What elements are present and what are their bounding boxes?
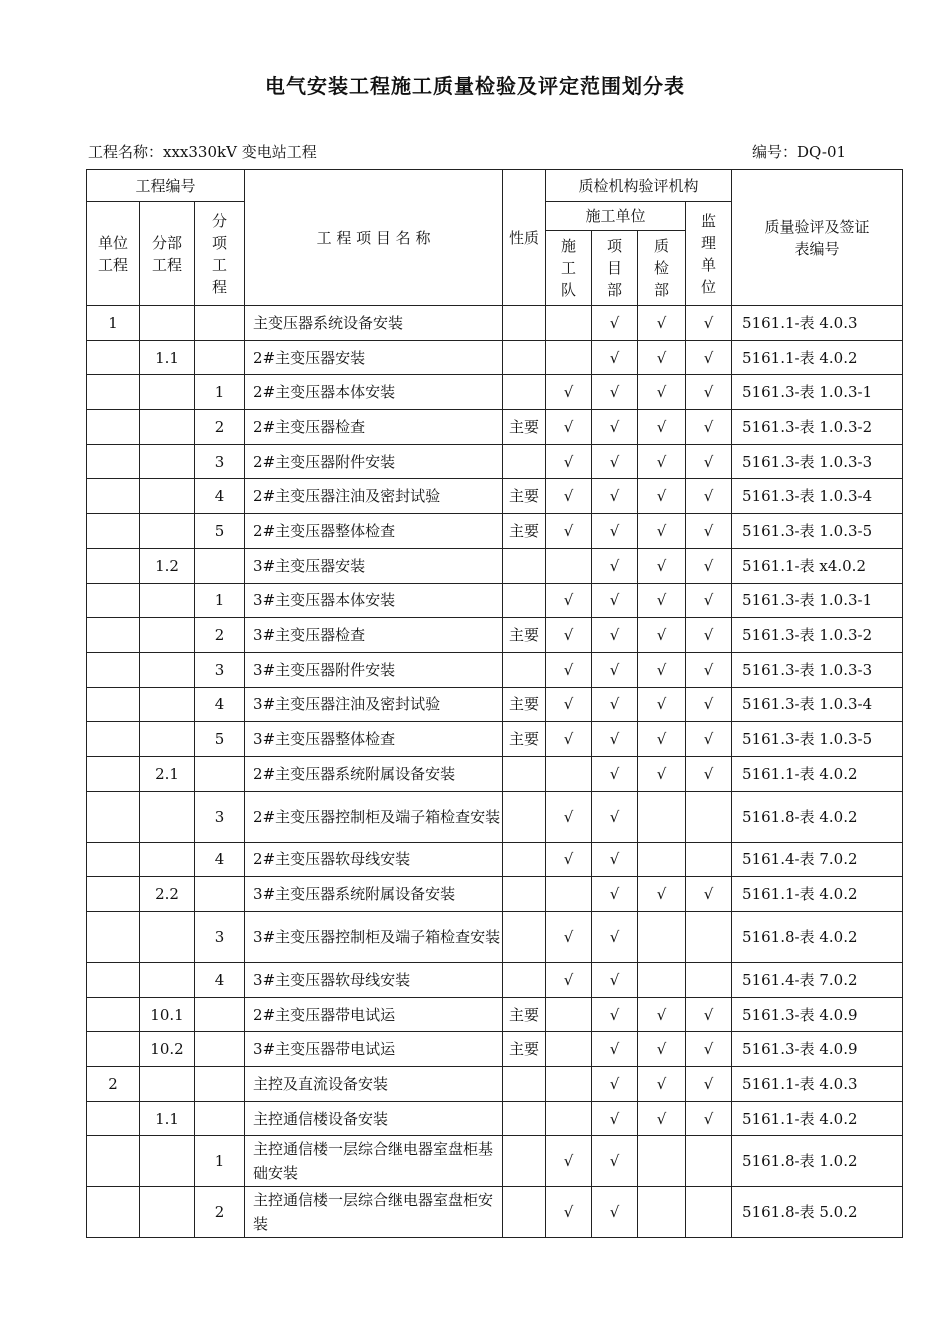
qc-dept-check-cell: √ — [638, 583, 686, 618]
qc-dept-check-cell: √ — [638, 722, 686, 757]
unit-project-cell — [87, 1136, 140, 1187]
division-project-cell — [140, 687, 195, 722]
sub-project-cell: 1 — [195, 375, 245, 410]
team-check-cell: √ — [546, 791, 592, 842]
table-row — [87, 877, 903, 912]
qc-dept-check-cell: √ — [638, 340, 686, 375]
unit-project-cell — [87, 618, 140, 653]
unit-project-cell — [87, 877, 140, 912]
supervision-check-cell — [686, 912, 732, 963]
supervision-check-cell: √ — [686, 583, 732, 618]
nature-cell — [503, 912, 546, 963]
header-qc-dept: 质 检 部 — [638, 231, 686, 306]
sub-project-cell: 3 — [195, 652, 245, 687]
supervision-check-cell: √ — [686, 1067, 732, 1102]
form-no-cell: 5161.1-表 4.0.3 — [732, 306, 903, 341]
qc-dept-check-cell: √ — [638, 444, 686, 479]
supervision-check-cell — [686, 1136, 732, 1187]
table-row — [87, 514, 903, 549]
project-dept-check-cell: √ — [592, 963, 638, 998]
item-name-cell: 3#主变压器控制柜及端子箱检查安装 — [245, 912, 503, 963]
team-check-cell: √ — [546, 687, 592, 722]
sub-project-cell — [195, 548, 245, 583]
nature-cell — [503, 340, 546, 375]
qc-dept-check-cell: √ — [638, 756, 686, 791]
division-project-cell — [140, 963, 195, 998]
team-check-cell: √ — [546, 514, 592, 549]
item-name-cell: 2#主变压器控制柜及端子箱检查安装 — [245, 791, 503, 842]
form-no-cell: 5161.1-表 4.0.3 — [732, 1067, 903, 1102]
table-row — [87, 583, 903, 618]
form-no-cell: 5161.3-表 1.0.3-4 — [732, 479, 903, 514]
division-project-cell: 1.1 — [140, 340, 195, 375]
unit-project-cell — [87, 997, 140, 1032]
qc-dept-check-cell: √ — [638, 514, 686, 549]
team-check-cell: √ — [546, 1136, 592, 1187]
nature-cell: 主要 — [503, 1032, 546, 1067]
item-name-cell: 2#主变压器软母线安装 — [245, 842, 503, 877]
nature-cell — [503, 444, 546, 479]
header-project-dept: 项 目 部 — [592, 231, 638, 306]
header-sub-project: 分 项 工 程 — [195, 202, 245, 306]
nature-cell — [503, 791, 546, 842]
project-dept-check-cell: √ — [592, 618, 638, 653]
form-no-cell: 5161.3-表 4.0.9 — [732, 1032, 903, 1067]
item-name-cell: 2#主变压器检查 — [245, 410, 503, 445]
unit-project-cell — [87, 791, 140, 842]
team-check-cell: √ — [546, 652, 592, 687]
project-dept-check-cell: √ — [592, 1101, 638, 1136]
header-item-name: 工 程 项 目 名 称 — [245, 170, 503, 306]
team-check-cell — [546, 306, 592, 341]
nature-cell: 主要 — [503, 687, 546, 722]
supervision-check-cell — [686, 842, 732, 877]
sub-project-cell: 2 — [195, 618, 245, 653]
project-dept-check-cell: √ — [592, 340, 638, 375]
division-project-cell — [140, 410, 195, 445]
supervision-check-cell: √ — [686, 1101, 732, 1136]
header-form-no: 质量验评及签证 表编号 — [732, 170, 903, 306]
unit-project-cell — [87, 340, 140, 375]
qc-dept-check-cell: √ — [638, 1101, 686, 1136]
form-no-cell: 5161.1-表 4.0.2 — [732, 1101, 903, 1136]
project-dept-check-cell: √ — [592, 912, 638, 963]
nature-cell: 主要 — [503, 722, 546, 757]
nature-cell: 主要 — [503, 479, 546, 514]
unit-project-cell — [87, 583, 140, 618]
unit-project-cell: 1 — [87, 306, 140, 341]
table-row — [87, 722, 903, 757]
team-check-cell: √ — [546, 963, 592, 998]
item-name-cell: 3#主变压器本体安装 — [245, 583, 503, 618]
item-name-cell: 2#主变压器安装 — [245, 340, 503, 375]
unit-project-cell — [87, 842, 140, 877]
supervision-check-cell: √ — [686, 877, 732, 912]
division-project-cell — [140, 652, 195, 687]
qc-dept-check-cell: √ — [638, 652, 686, 687]
unit-project-cell — [87, 548, 140, 583]
sub-project-cell — [195, 340, 245, 375]
supervision-check-cell: √ — [686, 479, 732, 514]
header-supervision: 监 理 单 位 — [686, 202, 732, 306]
project-dept-check-cell: √ — [592, 444, 638, 479]
item-name-cell: 主控通信楼一层综合继电器室盘柜基础安装 — [245, 1136, 503, 1187]
qc-dept-check-cell: √ — [638, 1067, 686, 1102]
sub-project-cell — [195, 997, 245, 1032]
item-name-cell: 2#主变压器注油及密封试验 — [245, 479, 503, 514]
team-check-cell: √ — [546, 722, 592, 757]
division-project-cell — [140, 1136, 195, 1187]
header-project-no: 工程编号 — [87, 170, 245, 202]
item-name-cell: 主控及直流设备安装 — [245, 1067, 503, 1102]
item-name-cell: 主控通信楼设备安装 — [245, 1101, 503, 1136]
table-row — [87, 306, 903, 341]
form-no-cell: 5161.1-表 x4.0.2 — [732, 548, 903, 583]
qc-dept-check-cell — [638, 963, 686, 998]
item-name-cell: 主变压器系统设备安装 — [245, 306, 503, 341]
division-project-cell — [140, 791, 195, 842]
form-no-cell: 5161.1-表 4.0.2 — [732, 340, 903, 375]
item-name-cell: 3#主变压器检查 — [245, 618, 503, 653]
form-no-cell: 5161.4-表 7.0.2 — [732, 963, 903, 998]
project-dept-check-cell: √ — [592, 997, 638, 1032]
project-dept-check-cell: √ — [592, 791, 638, 842]
table-row — [87, 842, 903, 877]
item-name-cell: 2#主变压器系统附属设备安装 — [245, 756, 503, 791]
unit-project-cell — [87, 652, 140, 687]
division-project-cell — [140, 306, 195, 341]
unit-project-cell — [87, 687, 140, 722]
project-dept-check-cell: √ — [592, 410, 638, 445]
sub-project-cell — [195, 1032, 245, 1067]
division-project-cell — [140, 479, 195, 514]
table-body — [87, 306, 903, 1238]
header-division-project: 分部 工程 — [140, 202, 195, 306]
project-dept-check-cell: √ — [592, 1187, 638, 1238]
unit-project-cell — [87, 514, 140, 549]
sub-project-cell: 5 — [195, 722, 245, 757]
sub-project-cell — [195, 306, 245, 341]
unit-project-cell: 2 — [87, 1067, 140, 1102]
nature-cell — [503, 548, 546, 583]
team-check-cell: √ — [546, 1187, 592, 1238]
team-check-cell: √ — [546, 410, 592, 445]
team-check-cell: √ — [546, 842, 592, 877]
project-dept-check-cell: √ — [592, 756, 638, 791]
item-name-cell: 3#主变压器注油及密封试验 — [245, 687, 503, 722]
nature-cell — [503, 1187, 546, 1238]
project-dept-check-cell: √ — [592, 842, 638, 877]
qc-dept-check-cell: √ — [638, 1032, 686, 1067]
division-project-cell: 2.2 — [140, 877, 195, 912]
qc-dept-check-cell — [638, 1136, 686, 1187]
supervision-check-cell: √ — [686, 548, 732, 583]
form-no-cell: 5161.3-表 1.0.3-1 — [732, 583, 903, 618]
supervision-check-cell: √ — [686, 652, 732, 687]
project-dept-check-cell: √ — [592, 1067, 638, 1102]
sub-project-cell: 5 — [195, 514, 245, 549]
table-row — [87, 548, 903, 583]
item-name-cell: 2#主变压器附件安装 — [245, 444, 503, 479]
document-code-label: 编号：DQ-01 — [752, 143, 847, 161]
header-construction-unit: 施工单位 — [546, 202, 686, 231]
unit-project-cell — [87, 444, 140, 479]
table-row — [87, 652, 903, 687]
form-no-cell: 5161.3-表 1.0.3-2 — [732, 618, 903, 653]
project-dept-check-cell: √ — [592, 652, 638, 687]
team-check-cell — [546, 877, 592, 912]
form-no-cell: 5161.3-表 1.0.3-5 — [732, 514, 903, 549]
sub-project-cell: 4 — [195, 963, 245, 998]
unit-project-cell — [87, 1032, 140, 1067]
form-no-cell: 5161.8-表 4.0.2 — [732, 791, 903, 842]
document-title: 电气安装工程施工质量检验及评定范围划分表 — [265, 74, 685, 98]
form-no-cell: 5161.1-表 4.0.2 — [732, 877, 903, 912]
sub-project-cell: 3 — [195, 912, 245, 963]
table-row — [87, 1067, 903, 1102]
sub-project-cell: 4 — [195, 842, 245, 877]
table-row — [87, 1136, 903, 1187]
supervision-check-cell: √ — [686, 514, 732, 549]
team-check-cell — [546, 1067, 592, 1102]
division-project-cell: 10.1 — [140, 997, 195, 1032]
project-dept-check-cell: √ — [592, 722, 638, 757]
supervision-check-cell — [686, 791, 732, 842]
table-row — [87, 1032, 903, 1067]
supervision-check-cell: √ — [686, 1032, 732, 1067]
supervision-check-cell: √ — [686, 410, 732, 445]
unit-project-cell — [87, 1101, 140, 1136]
sub-project-cell: 4 — [195, 687, 245, 722]
form-no-cell: 5161.3-表 1.0.3-3 — [732, 444, 903, 479]
sub-project-cell: 2 — [195, 1187, 245, 1238]
item-name-cell: 3#主变压器附件安装 — [245, 652, 503, 687]
supervision-check-cell: √ — [686, 722, 732, 757]
unit-project-cell — [87, 479, 140, 514]
form-no-cell: 5161.8-表 1.0.2 — [732, 1136, 903, 1187]
team-check-cell — [546, 1032, 592, 1067]
qc-dept-check-cell: √ — [638, 548, 686, 583]
table-row — [87, 1187, 903, 1238]
qc-dept-check-cell: √ — [638, 687, 686, 722]
project-dept-check-cell: √ — [592, 687, 638, 722]
sub-project-cell — [195, 877, 245, 912]
sub-project-cell — [195, 1067, 245, 1102]
table-row — [87, 756, 903, 791]
item-name-cell: 2#主变压器整体检查 — [245, 514, 503, 549]
nature-cell — [503, 1067, 546, 1102]
team-check-cell — [546, 548, 592, 583]
division-project-cell — [140, 444, 195, 479]
team-check-cell — [546, 340, 592, 375]
table-row — [87, 410, 903, 445]
team-check-cell: √ — [546, 375, 592, 410]
project-dept-check-cell: √ — [592, 375, 638, 410]
table-row — [87, 912, 903, 963]
table-row — [87, 687, 903, 722]
form-no-cell: 5161.8-表 4.0.2 — [732, 912, 903, 963]
project-dept-check-cell: √ — [592, 306, 638, 341]
supervision-check-cell — [686, 963, 732, 998]
nature-cell — [503, 963, 546, 998]
item-name-cell: 3#主变压器安装 — [245, 548, 503, 583]
nature-cell: 主要 — [503, 410, 546, 445]
item-name-cell: 3#主变压器带电试运 — [245, 1032, 503, 1067]
division-project-cell — [140, 842, 195, 877]
project-dept-check-cell: √ — [592, 548, 638, 583]
division-project-cell: 10.2 — [140, 1032, 195, 1067]
division-project-cell — [140, 1187, 195, 1238]
division-project-cell: 1.1 — [140, 1101, 195, 1136]
qc-dept-check-cell: √ — [638, 306, 686, 341]
project-dept-check-cell: √ — [592, 877, 638, 912]
unit-project-cell — [87, 756, 140, 791]
sub-project-cell: 3 — [195, 791, 245, 842]
nature-cell — [503, 842, 546, 877]
table-row — [87, 479, 903, 514]
supervision-check-cell: √ — [686, 306, 732, 341]
sub-project-cell: 1 — [195, 1136, 245, 1187]
supervision-check-cell: √ — [686, 340, 732, 375]
project-dept-check-cell: √ — [592, 479, 638, 514]
unit-project-cell — [87, 963, 140, 998]
nature-cell — [503, 583, 546, 618]
item-name-cell: 3#主变压器系统附属设备安装 — [245, 877, 503, 912]
unit-project-cell — [87, 1187, 140, 1238]
table-row — [87, 444, 903, 479]
division-project-cell — [140, 514, 195, 549]
table-row — [87, 375, 903, 410]
nature-cell — [503, 1101, 546, 1136]
division-project-cell: 2.1 — [140, 756, 195, 791]
unit-project-cell — [87, 410, 140, 445]
supervision-check-cell: √ — [686, 997, 732, 1032]
team-check-cell — [546, 756, 592, 791]
sub-project-cell: 3 — [195, 444, 245, 479]
form-no-cell: 5161.1-表 4.0.2 — [732, 756, 903, 791]
form-no-cell: 5161.3-表 1.0.3-1 — [732, 375, 903, 410]
sub-project-cell — [195, 1101, 245, 1136]
item-name-cell: 主控通信楼一层综合继电器室盘柜安装 — [245, 1187, 503, 1238]
sub-project-cell: 1 — [195, 583, 245, 618]
team-check-cell: √ — [546, 583, 592, 618]
nature-cell — [503, 306, 546, 341]
nature-cell — [503, 1136, 546, 1187]
qc-dept-check-cell: √ — [638, 997, 686, 1032]
table-row — [87, 618, 903, 653]
item-name-cell: 3#主变压器软母线安装 — [245, 963, 503, 998]
project-dept-check-cell: √ — [592, 583, 638, 618]
header-team: 施 工 队 — [546, 231, 592, 306]
nature-cell — [503, 652, 546, 687]
item-name-cell: 3#主变压器整体检查 — [245, 722, 503, 757]
header-unit-project: 单位 工程 — [87, 202, 140, 306]
supervision-check-cell: √ — [686, 444, 732, 479]
unit-project-cell — [87, 912, 140, 963]
unit-project-cell — [87, 375, 140, 410]
supervision-check-cell — [686, 1187, 732, 1238]
project-dept-check-cell: √ — [592, 1032, 638, 1067]
team-check-cell — [546, 997, 592, 1032]
nature-cell — [503, 375, 546, 410]
qc-dept-check-cell: √ — [638, 410, 686, 445]
sub-project-cell: 4 — [195, 479, 245, 514]
form-no-cell: 5161.3-表 1.0.3-4 — [732, 687, 903, 722]
nature-cell: 主要 — [503, 514, 546, 549]
division-project-cell: 1.2 — [140, 548, 195, 583]
item-name-cell: 2#主变压器带电试运 — [245, 997, 503, 1032]
sub-project-cell: 2 — [195, 410, 245, 445]
form-no-cell: 5161.3-表 1.0.3-2 — [732, 410, 903, 445]
sub-project-cell — [195, 756, 245, 791]
table-row — [87, 340, 903, 375]
form-no-cell: 5161.4-表 7.0.2 — [732, 842, 903, 877]
item-name-cell: 2#主变压器本体安装 — [245, 375, 503, 410]
qc-dept-check-cell: √ — [638, 479, 686, 514]
team-check-cell: √ — [546, 912, 592, 963]
team-check-cell: √ — [546, 444, 592, 479]
nature-cell — [503, 756, 546, 791]
project-dept-check-cell: √ — [592, 1136, 638, 1187]
supervision-check-cell: √ — [686, 375, 732, 410]
qc-dept-check-cell: √ — [638, 618, 686, 653]
supervision-check-cell: √ — [686, 756, 732, 791]
division-project-cell — [140, 583, 195, 618]
supervision-check-cell: √ — [686, 687, 732, 722]
quality-inspection-table — [86, 169, 903, 1238]
nature-cell — [503, 877, 546, 912]
qc-dept-check-cell: √ — [638, 877, 686, 912]
division-project-cell — [140, 722, 195, 757]
division-project-cell — [140, 1067, 195, 1102]
team-check-cell: √ — [546, 618, 592, 653]
table-row — [87, 963, 903, 998]
team-check-cell: √ — [546, 479, 592, 514]
supervision-check-cell: √ — [686, 618, 732, 653]
project-dept-check-cell: √ — [592, 514, 638, 549]
form-no-cell: 5161.3-表 1.0.3-5 — [732, 722, 903, 757]
header-qc-org: 质检机构验评机构 — [546, 170, 732, 202]
division-project-cell — [140, 912, 195, 963]
unit-project-cell — [87, 722, 140, 757]
header-nature: 性质 — [503, 170, 546, 306]
team-check-cell — [546, 1101, 592, 1136]
division-project-cell — [140, 618, 195, 653]
nature-cell: 主要 — [503, 618, 546, 653]
qc-dept-check-cell — [638, 1187, 686, 1238]
qc-dept-check-cell — [638, 842, 686, 877]
nature-cell: 主要 — [503, 997, 546, 1032]
qc-dept-check-cell — [638, 791, 686, 842]
table-row — [87, 997, 903, 1032]
table-row — [87, 1101, 903, 1136]
qc-dept-check-cell — [638, 912, 686, 963]
table-row — [87, 791, 903, 842]
form-no-cell: 5161.3-表 4.0.9 — [732, 997, 903, 1032]
division-project-cell — [140, 375, 195, 410]
project-name-label: 工程名称：xxx330kV 变电站工程 — [88, 143, 317, 161]
qc-dept-check-cell: √ — [638, 375, 686, 410]
form-no-cell: 5161.3-表 1.0.3-3 — [732, 652, 903, 687]
form-no-cell: 5161.8-表 5.0.2 — [732, 1187, 903, 1238]
